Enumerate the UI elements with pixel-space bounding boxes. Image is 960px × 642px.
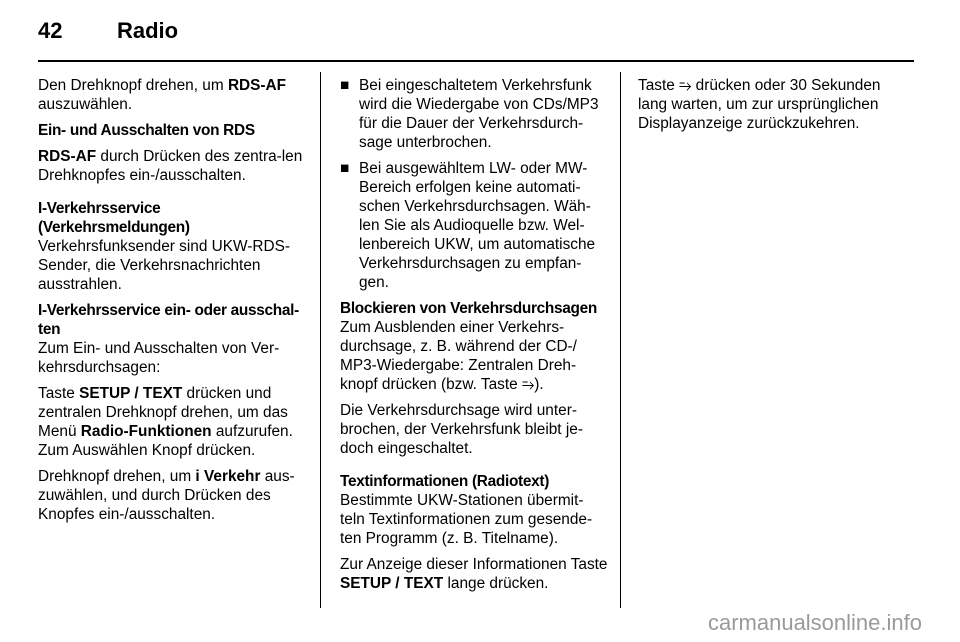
heading-radiotext: Textinformationen (Radiotext) xyxy=(340,473,550,490)
page-title: Radio xyxy=(117,18,179,43)
bullet-square-icon: ■ xyxy=(340,160,350,177)
back-button-icon: ⥱ xyxy=(679,77,692,94)
paragraph-traffic-toggle-intro: Zum Ein- und Ausschalten von Ver-kehrsdurchsagen: xyxy=(38,340,280,376)
bullet-list xyxy=(340,76,608,292)
paragraph-i-verkehr: Drehknopf drehen, um i Verkehr aus-zuwählen, und durch Drücken des Knopfes ein-/ausschalten. xyxy=(38,468,295,523)
list-item: ■ Bei eingeschaltetem Verkehrsfunk wird die Wiedergabe von CDs/MP3 für die Dauer der Verkehrsdurch-sage unterbrochen. xyxy=(340,77,599,151)
back-button-icon: ⥱ xyxy=(521,376,535,393)
heading-traffic-service: I-Verkehrsservice (Verkehrsmeldungen) xyxy=(38,200,190,236)
paragraph-block-traffic: Zum Ausblenden einer Verkehrs-durchsage, z. B. während der CD-/ MP3-Wiedergabe: Zentralen Dreh-knopf drücken (bzw. Taste ⥱). xyxy=(340,319,577,393)
column-3 xyxy=(638,76,913,140)
page-header xyxy=(0,0,960,62)
bullet-square-icon: ■ xyxy=(340,77,350,94)
paragraph-rds-toggle: RDS-AF durch Drücken des zentra-len Drehknopfes ein-/ausschalten. xyxy=(38,148,303,184)
column-divider-1 xyxy=(320,72,321,608)
column-divider-2 xyxy=(620,72,621,608)
paragraph-rds-af-select: Den Drehknopf drehen, um RDS-AF auszuwählen. xyxy=(38,77,287,113)
list-item: ■ Bei ausgewähltem LW- oder MW-Bereich erfolgen keine automati-schen Verkehrsdurchsagen. Wäh-len Sie als Audioquelle bzw. Wel-lenbereich UKW, um automatische Verkehrsdurchsagen zu empfan-gen. xyxy=(340,160,596,291)
paragraph-return-display: Taste ⥱ drücken oder 30 Sekunden lang warten, um zur ursprünglichen Displayanzeige zurückzukehren. xyxy=(638,77,881,132)
paragraph-radiotext-display: Zur Anzeige dieser Informationen Taste SETUP / TEXT lange drücken. xyxy=(340,556,608,592)
page-number: 42 xyxy=(38,18,63,43)
paragraph-radiotext: Bestimmte UKW-Stationen übermit-teln Textinformationen zum gesende-ten Programm (z. B. Titelname). xyxy=(340,492,593,547)
column-2 xyxy=(340,76,608,600)
header-rule xyxy=(38,60,914,62)
column-1 xyxy=(38,76,306,531)
paragraph-setup-text: Taste SETUP / TEXT drücken und zentralen Drehknopf drehen, um das Menü Radio-Funktionen aufzurufen. Zum Auswählen Knopf drücken. xyxy=(38,385,293,459)
watermark: carmanualsonline.info xyxy=(707,610,922,635)
heading-block-traffic: Blockieren von Verkehrsdurchsagen xyxy=(340,300,597,317)
paragraph-traffic-interrupted: Die Verkehrsdurchsage wird unter-brochen, der Verkehrsfunk bleibt je-doch eingeschaltet. xyxy=(340,402,583,457)
heading-traffic-toggle: I-Verkehrsservice ein- oder ausschal-ten xyxy=(38,302,299,338)
heading-rds-toggle: Ein- und Ausschalten von RDS xyxy=(38,122,255,139)
paragraph-traffic-stations: Verkehrsfunksender sind UKW-RDS-Sender, die Verkehrsnachrichten ausstrahlen. xyxy=(38,238,291,293)
